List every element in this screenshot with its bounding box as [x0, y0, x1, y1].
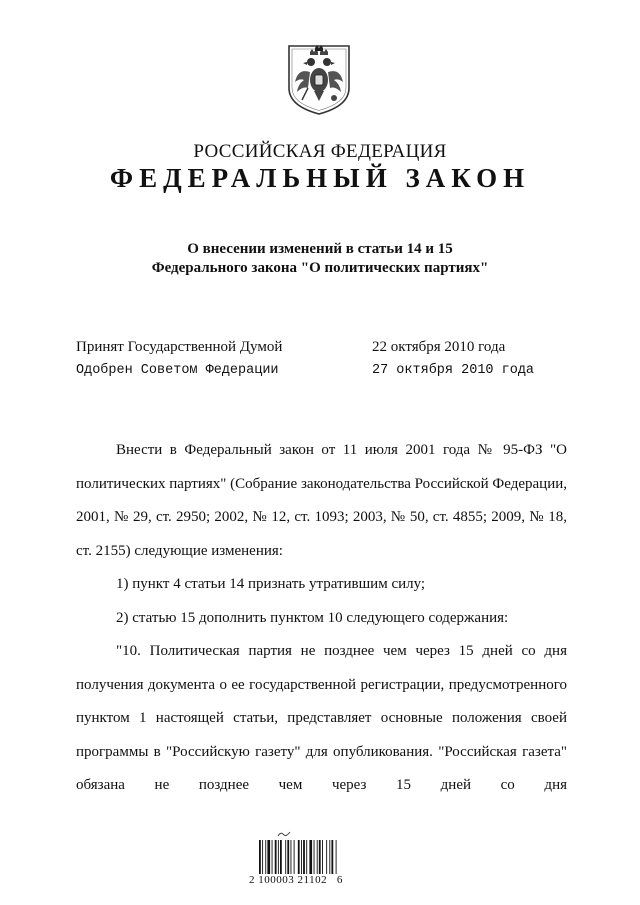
subject-line-2: Федерального закона "О политических партиях" — [151, 260, 489, 276]
country-heading: РОССИЙСКАЯ ФЕДЕРАЦИЯ — [193, 141, 447, 162]
barcode-icon — [259, 840, 357, 874]
barcode-number: 2 100003 21102 6 — [249, 874, 343, 886]
subject-line-1: О внесении изменений в статьи 14 и 15 — [187, 241, 453, 257]
law-body — [76, 434, 567, 803]
council-approval-row — [76, 363, 596, 387]
intro-paragraph: Внести в Федеральный закон от 11 июля 2001 года № 95-ФЗ "О политических партиях" (Собрание законодательства Российской Федерации, 2001, № 29, ст. 2950; 2002, № 12, ст. 1093; 2003, № 50, ст. 4855; 2009, № 18, ст. 2155) следующие изменения: — [76, 442, 567, 559]
document-barcode — [247, 830, 387, 890]
amendment-item-1: 1) пункт 4 статьи 14 признать утратившим силу; — [116, 576, 426, 592]
document-type-title: ФЕДЕРАЛЬНЫЙ ЗАКОН — [109, 163, 531, 193]
duma-label: Принят Государственной Думой — [76, 339, 283, 355]
state-emblem — [286, 42, 352, 116]
council-label: Одобрен Советом Федерации — [76, 363, 279, 378]
duma-date: 22 октября 2010 года — [372, 339, 506, 355]
council-date: 27 октября 2010 года — [372, 363, 535, 378]
amendment-item-2: 2) статью 15 дополнить пунктом 10 следующего содержания: — [116, 609, 509, 626]
law-subject — [0, 240, 640, 278]
double-headed-eagle-icon — [286, 42, 352, 116]
handwritten-mark-icon — [277, 830, 291, 838]
adoption-block — [76, 339, 596, 387]
new-clause-10: "10. Политическая партия не позднее чем через 15 дней со дня получения документа о ее государственной регистрации, предусмотренного пунктом 1 настоящей статьи, представляет основные положения своей программы в "Российскую газету" для опубликования. "Российская газета" обязана не позднее чем через 15 дней со дня — [76, 643, 567, 793]
duma-adoption-row — [76, 339, 596, 363]
